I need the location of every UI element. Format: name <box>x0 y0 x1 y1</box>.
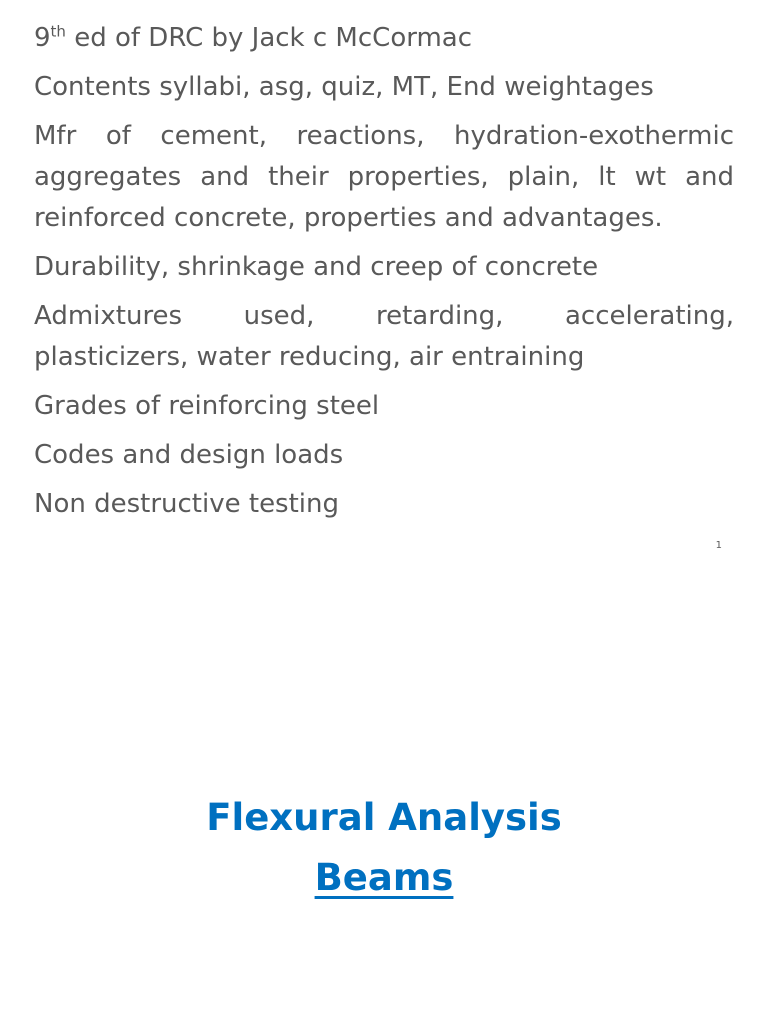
bullet-list <box>34 18 734 533</box>
bullet-item-admixtures: Admixtures used, retarding, accelerating, plasticizers, water reducing, air entraining <box>34 301 734 372</box>
slide-title: Flexural Analysis <box>206 796 562 839</box>
slide-2 <box>0 576 768 1024</box>
page-number: 1 <box>715 540 722 551</box>
bullet-item-steel-grades: Grades of reinforcing steel <box>34 391 380 421</box>
edition-number: 9 <box>34 23 51 53</box>
edition-superscript: th <box>50 22 66 41</box>
slide-subtitle: Beams <box>314 856 454 899</box>
bullet-item-durability: Durability, shrinkage and creep of concrete <box>34 252 599 282</box>
bullet-item-testing: Non destructive testing <box>34 489 340 519</box>
bullet-item-contents: Contents syllabi, asg, quiz, MT, End weightages <box>34 72 654 102</box>
edition-text: ed of DRC by Jack c McCormac <box>65 23 473 53</box>
bullet-item-edition <box>34 18 734 59</box>
bullet-item-cement: Mfr of cement, reactions, hydration-exothermic aggregates and their properties, plain, lt wt and reinforced concrete, properties and advantages. <box>34 121 734 233</box>
bullet-item-codes: Codes and design loads <box>34 440 344 470</box>
